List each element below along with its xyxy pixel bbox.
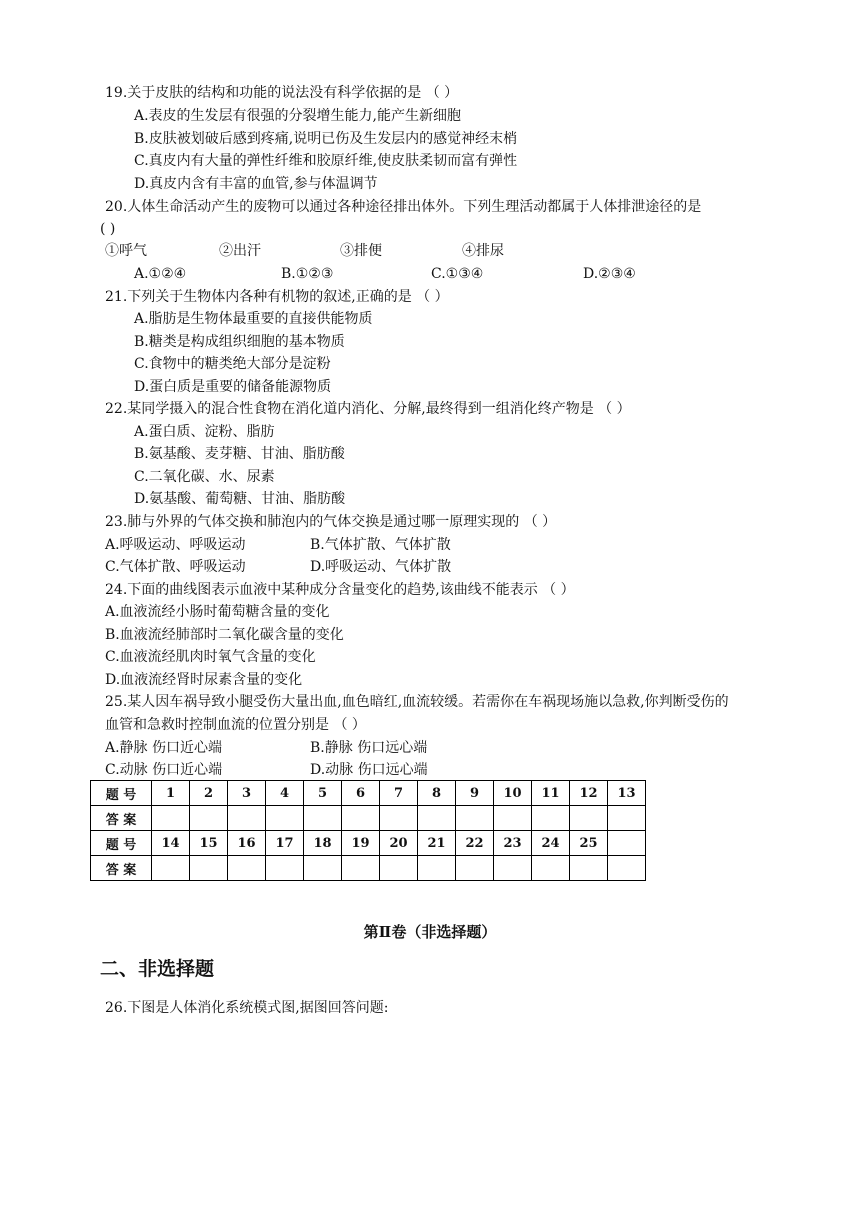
answer-cell[interactable] bbox=[608, 856, 646, 881]
answer-cell[interactable] bbox=[380, 856, 418, 881]
table-label-question-number: 题 号 bbox=[91, 831, 152, 856]
answer-cell[interactable] bbox=[608, 806, 646, 831]
q24-option-c[interactable]: C.血液流经肌肉时氧气含量的变化 bbox=[105, 649, 316, 665]
answer-cell[interactable] bbox=[342, 856, 380, 881]
table-cell-number: 12 bbox=[570, 781, 608, 806]
answer-cell[interactable] bbox=[304, 806, 342, 831]
table-cell-number: 1 bbox=[152, 781, 190, 806]
q25-stem: 25.某人因车祸导致小腿受伤大量出血,血色暗红,血流较缓。若需你在车祸现场施以急救,你判断受伤的 bbox=[105, 694, 729, 710]
table-cell-number: 7 bbox=[380, 781, 418, 806]
q23-option-c[interactable]: C.气体扩散、呼吸运动 bbox=[105, 559, 246, 575]
table-row-answers-2 bbox=[91, 856, 646, 881]
answer-cell[interactable] bbox=[494, 806, 532, 831]
q21-option-c[interactable]: C.食物中的糖类绝大部分是淀粉 bbox=[134, 356, 331, 372]
answer-cell[interactable] bbox=[532, 806, 570, 831]
q22-option-b[interactable]: B.氨基酸、麦芽糖、甘油、脂肪酸 bbox=[134, 446, 345, 462]
q23-option-a[interactable]: A.呼吸运动、呼吸运动 bbox=[105, 537, 246, 553]
q22-stem: 22.某同学摄入的混合性食物在消化道内消化、分解,最终得到一组消化终产物是 （ ） bbox=[105, 401, 631, 417]
answer-cell[interactable] bbox=[228, 806, 266, 831]
q19-option-c[interactable]: C.真皮内有大量的弹性纤维和胶原纤维,使皮肤柔韧而富有弹性 bbox=[134, 153, 518, 169]
table-label-answer: 答 案 bbox=[91, 856, 152, 881]
table-cell-number: 22 bbox=[456, 831, 494, 856]
q23-option-d[interactable]: D.呼吸运动、气体扩散 bbox=[310, 559, 452, 575]
q23-options-row2 bbox=[0, 558, 860, 576]
answer-cell[interactable] bbox=[190, 806, 228, 831]
answer-cell[interactable] bbox=[152, 806, 190, 831]
table-cell-number: 4 bbox=[266, 781, 304, 806]
q23-options-row1 bbox=[0, 536, 860, 554]
table-cell-number: 23 bbox=[494, 831, 532, 856]
q20-option-b[interactable]: B.①②③ bbox=[281, 266, 334, 282]
q21-option-b[interactable]: B.糖类是构成组织细胞的基本物质 bbox=[134, 334, 345, 350]
q19-stem: 19.关于皮肤的结构和功能的说法没有科学依据的是 （ ） bbox=[105, 85, 459, 101]
q25-option-b[interactable]: B.静脉 伤口远心端 bbox=[310, 740, 428, 756]
q20-option-d[interactable]: D.②③④ bbox=[583, 266, 636, 282]
q21-option-d[interactable]: D.蛋白质是重要的储备能源物质 bbox=[134, 379, 332, 395]
q26-stem: 26.下图是人体消化系统模式图,据图回答问题: bbox=[105, 1000, 389, 1016]
q23-stem: 23.肺与外界的气体交换和肺泡内的气体交换是通过哪一原理实现的 （ ） bbox=[105, 514, 557, 530]
table-cell-number: 17 bbox=[266, 831, 304, 856]
q24-stem: 24.下面的曲线图表示血液中某种成分含量变化的趋势,该曲线不能表示 （ ） bbox=[105, 582, 575, 598]
table-cell-number: 8 bbox=[418, 781, 456, 806]
answer-cell[interactable] bbox=[418, 856, 456, 881]
table-cell-number: 14 bbox=[152, 831, 190, 856]
answer-cell[interactable] bbox=[190, 856, 228, 881]
q20-stem: 20.人体生命活动产生的废物可以通过各种途径排出体外。下列生理活动都属于人体排泄途径的是 bbox=[105, 199, 702, 215]
q25-stem-cont: 血管和急救时控制血流的位置分别是 （ ） bbox=[105, 717, 366, 733]
table-cell-number: 10 bbox=[494, 781, 532, 806]
table-cell-number: 15 bbox=[190, 831, 228, 856]
q25-option-c[interactable]: C.动脉 伤口近心端 bbox=[105, 762, 223, 778]
q20-option-c[interactable]: C.①③④ bbox=[431, 266, 484, 282]
table-cell-number: 2 bbox=[190, 781, 228, 806]
answer-cell[interactable] bbox=[342, 806, 380, 831]
answer-cell[interactable] bbox=[532, 856, 570, 881]
answer-cell[interactable] bbox=[304, 856, 342, 881]
q22-option-c[interactable]: C.二氧化碳、水、尿素 bbox=[134, 469, 275, 485]
q24-option-d[interactable]: D.血液流经肾时尿素含量的变化 bbox=[105, 672, 303, 688]
table-cell-number: 13 bbox=[608, 781, 646, 806]
table-cell-number: 24 bbox=[532, 831, 570, 856]
table-cell-number: 9 bbox=[456, 781, 494, 806]
part2-title: 第Ⅱ卷（非选择题） bbox=[363, 923, 497, 941]
q20-options bbox=[0, 265, 860, 283]
answer-table bbox=[90, 780, 646, 881]
table-cell-number: 16 bbox=[228, 831, 266, 856]
table-cell-number: 20 bbox=[380, 831, 418, 856]
q20-item-2: ②出汗 bbox=[219, 243, 261, 259]
table-label-answer: 答 案 bbox=[91, 806, 152, 831]
answer-cell[interactable] bbox=[456, 856, 494, 881]
q20-item-4: ④排尿 bbox=[462, 243, 504, 259]
table-cell-number: 6 bbox=[342, 781, 380, 806]
table-cell-number: 3 bbox=[228, 781, 266, 806]
q22-option-a[interactable]: A.蛋白质、淀粉、脂肪 bbox=[134, 424, 275, 440]
q25-option-d[interactable]: D.动脉 伤口远心端 bbox=[310, 762, 428, 778]
answer-cell[interactable] bbox=[152, 856, 190, 881]
table-row-numbers-1 bbox=[91, 781, 646, 806]
q19-option-b[interactable]: B.皮肤被划破后感到疼痛,说明已伤及生发层内的感觉神经末梢 bbox=[134, 131, 518, 147]
table-cell-number: 11 bbox=[532, 781, 570, 806]
answer-cell[interactable] bbox=[456, 806, 494, 831]
q19-option-d[interactable]: D.真皮内含有丰富的血管,参与体温调节 bbox=[134, 176, 378, 192]
q20-stem-cont: ( ) bbox=[100, 221, 116, 237]
table-row-answers-1 bbox=[91, 806, 646, 831]
q24-option-a[interactable]: A.血液流经小肠时葡萄糖含量的变化 bbox=[105, 604, 330, 620]
q25-option-a[interactable]: A.静脉 伤口近心端 bbox=[105, 740, 223, 756]
q19-option-a[interactable]: A.表皮的生发层有很强的分裂增生能力,能产生新细胞 bbox=[134, 108, 462, 124]
table-cell-number: 25 bbox=[570, 831, 608, 856]
table-label-question-number: 题 号 bbox=[91, 781, 152, 806]
q21-stem: 21.下列关于生物体内各种有机物的叙述,正确的是 （ ） bbox=[105, 289, 449, 305]
q20-item-1: ①呼气 bbox=[105, 243, 147, 259]
q25-options-row2 bbox=[0, 761, 860, 779]
section2-title: 二、非选择题 bbox=[100, 958, 215, 980]
q25-options-row1 bbox=[0, 739, 860, 757]
answer-cell[interactable] bbox=[570, 856, 608, 881]
answer-cell[interactable] bbox=[380, 806, 418, 831]
q22-option-d[interactable]: D.氨基酸、葡萄糖、甘油、脂肪酸 bbox=[134, 491, 346, 507]
table-cell-number: 21 bbox=[418, 831, 456, 856]
answer-cell[interactable] bbox=[228, 856, 266, 881]
table-cell-number: 5 bbox=[304, 781, 342, 806]
q24-option-b[interactable]: B.血液流经肺部时二氧化碳含量的变化 bbox=[105, 627, 344, 643]
q23-option-b[interactable]: B.气体扩散、气体扩散 bbox=[310, 537, 451, 553]
answer-cell[interactable] bbox=[494, 856, 532, 881]
answer-cell[interactable] bbox=[570, 806, 608, 831]
q21-option-a[interactable]: A.脂肪是生物体最重要的直接供能物质 bbox=[134, 311, 373, 327]
table-cell-number: 18 bbox=[304, 831, 342, 856]
answer-cell[interactable] bbox=[266, 856, 304, 881]
q20-item-3: ③排便 bbox=[340, 243, 382, 259]
table-cell-number bbox=[608, 831, 646, 856]
answer-cell[interactable] bbox=[418, 806, 456, 831]
q20-items bbox=[0, 242, 860, 260]
q20-option-a[interactable]: A.①②④ bbox=[134, 266, 187, 282]
answer-cell[interactable] bbox=[266, 806, 304, 831]
table-row-numbers-2 bbox=[91, 831, 646, 856]
table-cell-number: 19 bbox=[342, 831, 380, 856]
